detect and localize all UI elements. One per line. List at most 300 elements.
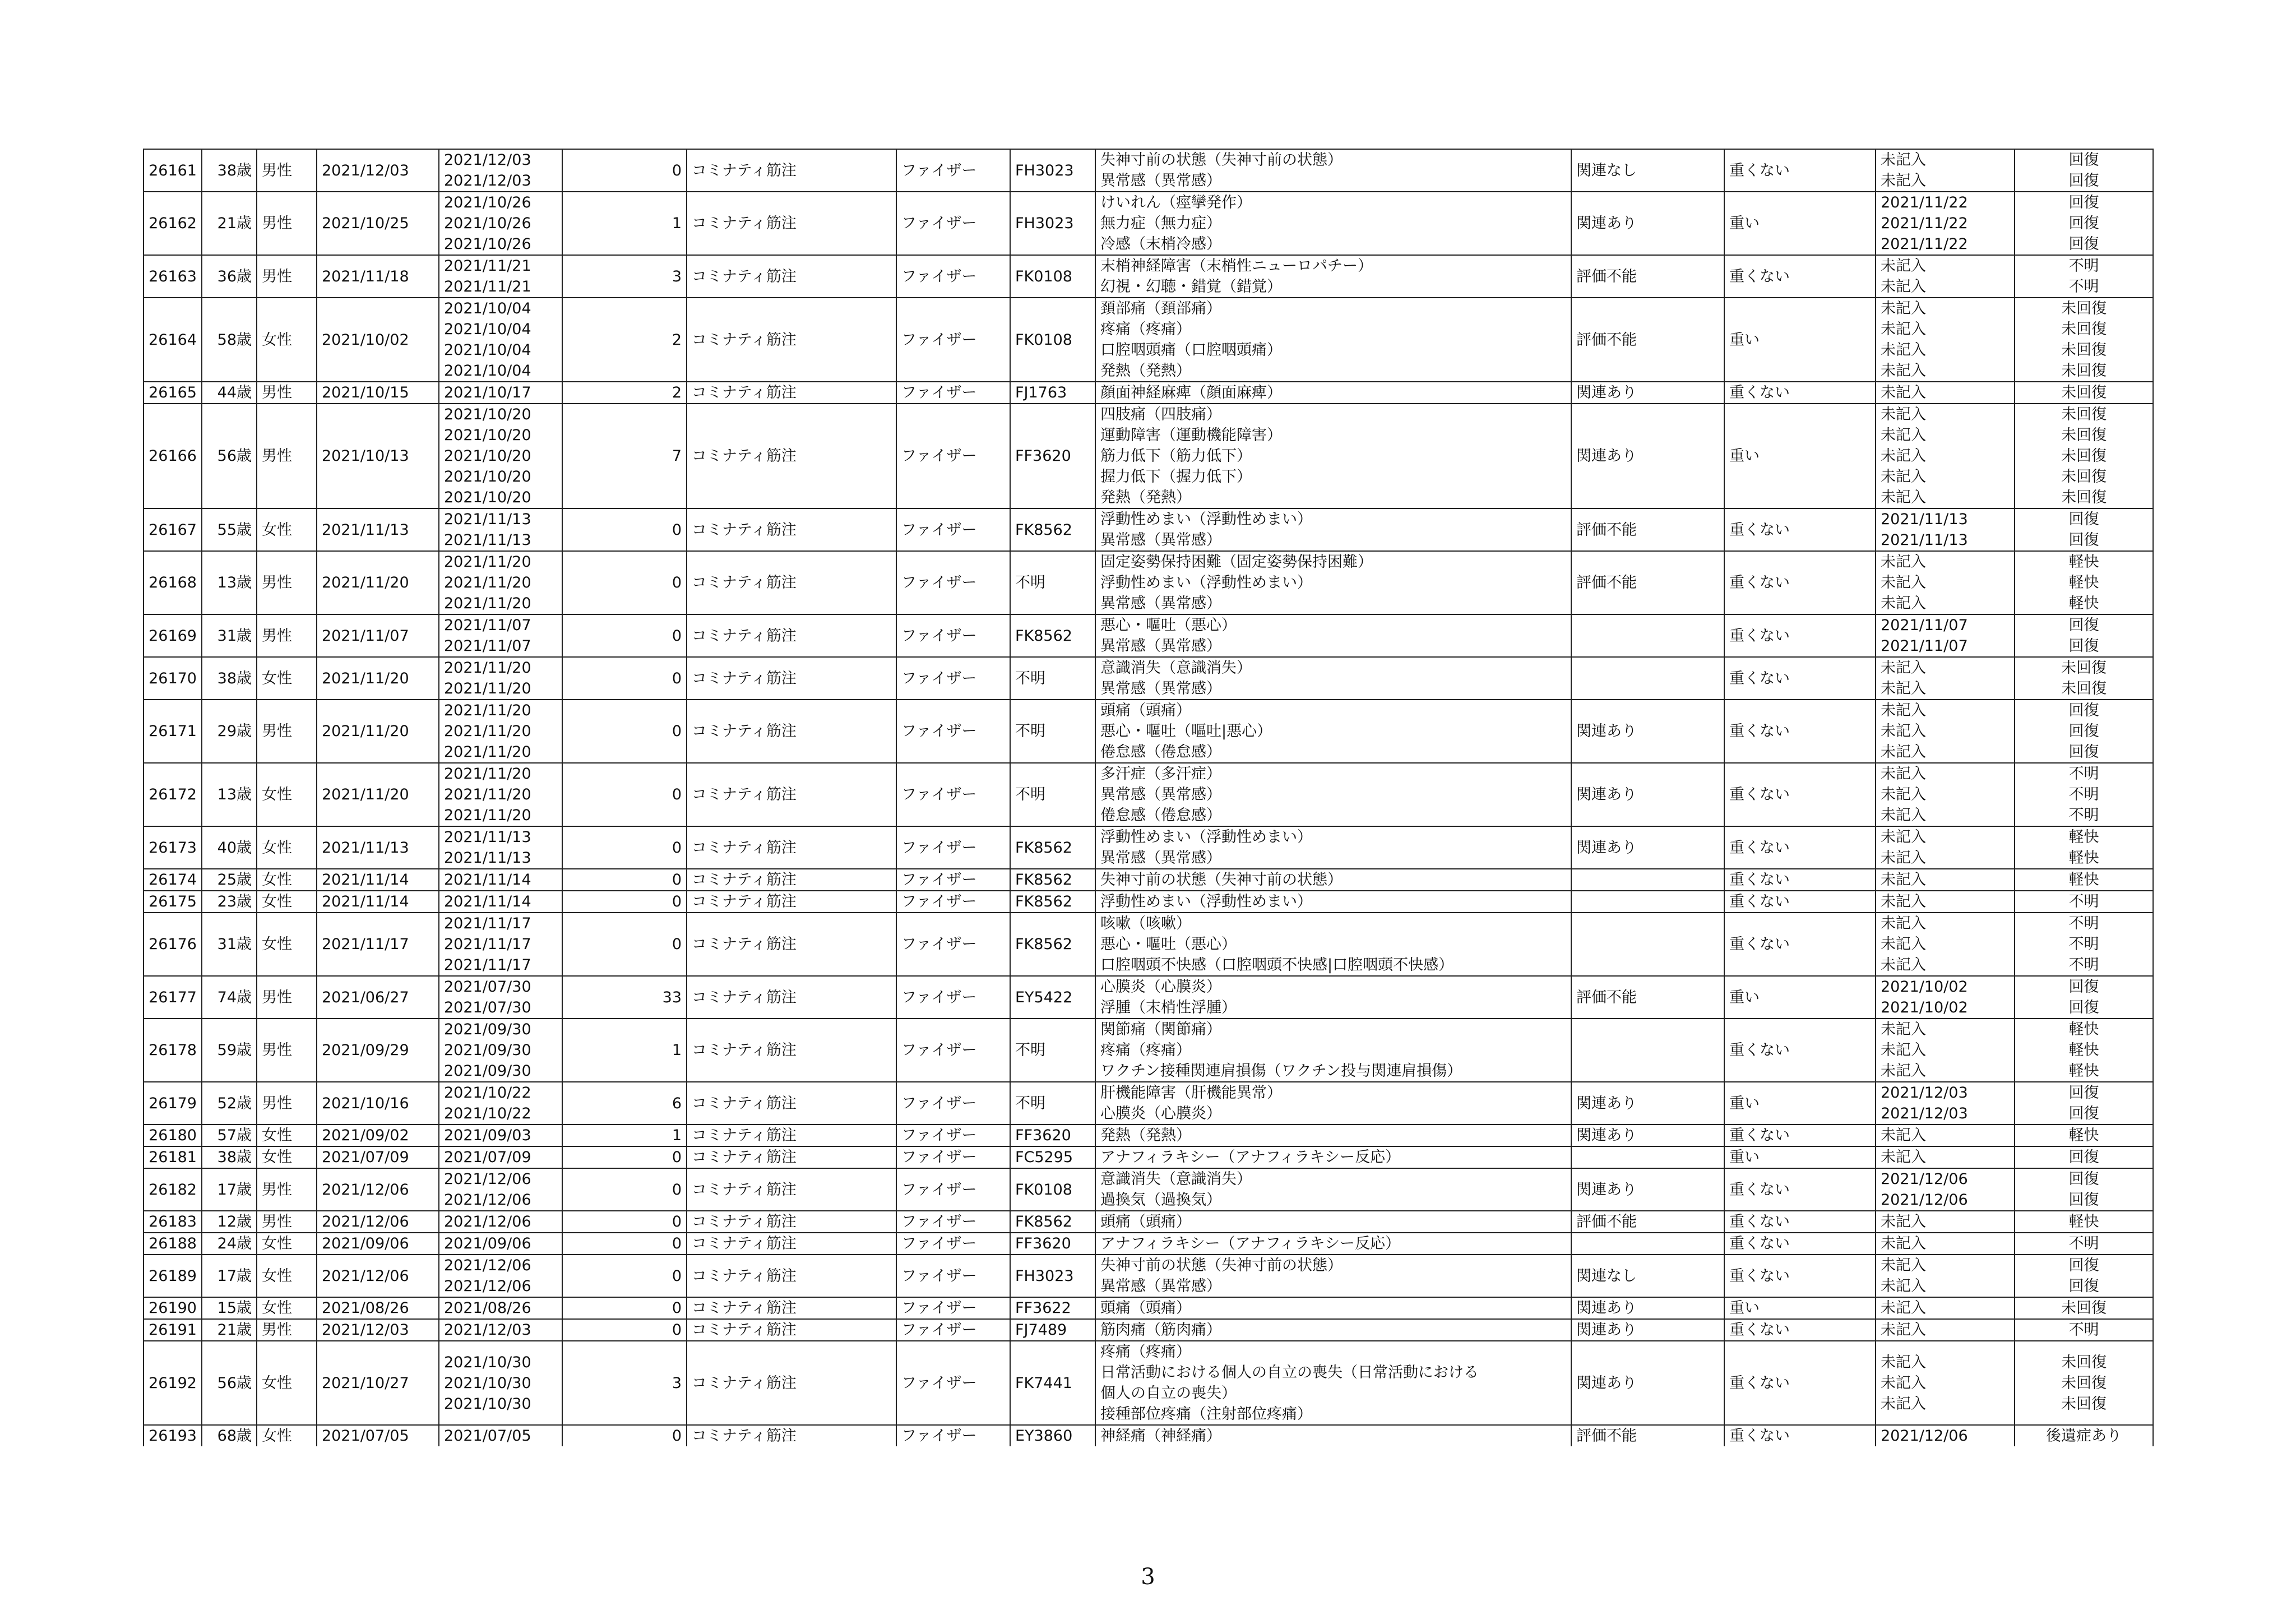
cell-outcome <box>2015 1233 2153 1255</box>
cell-manufacturer: ファイザー <box>896 913 1010 976</box>
cell-outcome-line: 回復 <box>2068 215 2099 232</box>
cell-outcome-date <box>1876 1146 2015 1168</box>
cell-manufacturer: ファイザー <box>896 298 1010 382</box>
cell-vaccination-date: 2021/11/20 <box>317 700 439 763</box>
cell-sex: 男性 <box>257 1211 317 1233</box>
cell-onset-date-line: 2021/11/20 <box>444 659 531 677</box>
cell-lot: FK0108 <box>1010 1168 1095 1211</box>
cell-outcome-line: 軽快 <box>2068 1021 2099 1038</box>
cell-onset-date-line: 2021/11/14 <box>444 893 531 910</box>
cell-symptom-line: 固定姿勢保持困難（固定姿勢保持困難） <box>1100 553 1373 571</box>
cell-sex: 女性 <box>257 298 317 382</box>
cell-symptom <box>1095 1146 1571 1168</box>
cell-severity: 重くない <box>1724 1168 1876 1211</box>
cell-vaccine: コミナティ筋注 <box>687 1233 896 1255</box>
cell-symptom-line: 意識消失（意識消失） <box>1100 659 1252 677</box>
cell-severity: 重くない <box>1724 149 1876 192</box>
cell-lot: FF3622 <box>1010 1297 1095 1319</box>
cell-outcome-line: 軽快 <box>2068 1062 2099 1080</box>
cell-id: 26192 <box>144 1341 202 1425</box>
cell-onset-date-line: 2021/11/20 <box>444 553 531 571</box>
cell-outcome-date-line: 2021/11/13 <box>1881 531 1968 549</box>
cell-onset-date-line: 2021/10/20 <box>444 406 531 423</box>
cell-onset-date-line: 2021/11/21 <box>444 278 531 295</box>
cell-manufacturer: ファイザー <box>896 1297 1010 1319</box>
cell-sex: 男性 <box>257 551 317 614</box>
cell-lot: FK8562 <box>1010 614 1095 657</box>
cell-outcome-line: 軽快 <box>2068 871 2099 889</box>
cell-outcome <box>2015 1425 2153 1446</box>
cell-outcome-line: 未回復 <box>2061 680 2107 697</box>
cell-age: 15歳 <box>202 1297 257 1319</box>
cell-vaccine: コミナティ筋注 <box>687 255 896 298</box>
cell-symptom-line: 多汗症（多汗症） <box>1100 765 1221 783</box>
table-row <box>144 1082 2153 1125</box>
cell-outcome-date-line: 未記入 <box>1881 915 1926 932</box>
cell-symptom <box>1095 1341 1571 1425</box>
cell-symptom-line: 心膜炎（心膜炎） <box>1100 1105 1221 1122</box>
cell-outcome-date-line: 未記入 <box>1881 702 1926 719</box>
cell-outcome-date-line: 未記入 <box>1881 595 1926 612</box>
cell-symptom-line: 心膜炎（心膜炎） <box>1100 978 1221 996</box>
cell-onset-date-line: 2021/11/20 <box>444 765 531 783</box>
cell-manufacturer: ファイザー <box>896 891 1010 913</box>
cell-onset-date <box>439 1255 562 1297</box>
cell-vaccination-date: 2021/11/13 <box>317 508 439 551</box>
cell-id: 26174 <box>144 869 202 891</box>
cell-symptom-line: ワクチン接種関連肩損傷（ワクチン投与関連肩損傷） <box>1100 1062 1462 1080</box>
cell-outcome <box>2015 869 2153 891</box>
cell-sex: 男性 <box>257 976 317 1019</box>
cell-onset-date-line: 2021/10/30 <box>444 1353 531 1371</box>
cell-age: 56歳 <box>202 1341 257 1425</box>
cell-outcome-line: 軽快 <box>2068 574 2099 591</box>
cell-severity: 重くない <box>1724 1425 1876 1446</box>
cell-manufacturer: ファイザー <box>896 255 1010 298</box>
cell-onset-date <box>439 1125 562 1146</box>
cell-outcome-date-line: 2021/10/02 <box>1881 999 1968 1016</box>
cell-outcome-date-line: 未記入 <box>1881 384 1926 401</box>
cell-vaccine: コミナティ筋注 <box>687 763 896 826</box>
cell-manufacturer: ファイザー <box>896 404 1010 508</box>
cell-severity: 重くない <box>1724 1255 1876 1297</box>
cell-severity: 重い <box>1724 1146 1876 1168</box>
cell-symptom <box>1095 1425 1571 1446</box>
cell-sex: 女性 <box>257 891 317 913</box>
cell-age: 38歳 <box>202 657 257 700</box>
cell-manufacturer: ファイザー <box>896 1233 1010 1255</box>
cell-outcome-date <box>1876 1233 2015 1255</box>
cell-outcome-date <box>1876 255 2015 298</box>
cell-symptom <box>1095 1082 1571 1125</box>
cell-symptom <box>1095 1019 1571 1082</box>
table-row <box>144 1019 2153 1082</box>
cell-symptom-line: 関節痛（関節痛） <box>1100 1021 1221 1038</box>
cell-outcome-date-line: 未記入 <box>1881 1353 1926 1371</box>
cell-sex: 男性 <box>257 382 317 404</box>
cell-vaccine: コミナティ筋注 <box>687 1425 896 1446</box>
cell-vaccine: コミナティ筋注 <box>687 1082 896 1125</box>
cell-outcome <box>2015 913 2153 976</box>
cell-severity: 重い <box>1724 976 1876 1019</box>
cell-symptom <box>1095 1319 1571 1341</box>
cell-outcome-date-line: 未記入 <box>1881 278 1926 295</box>
cell-outcome <box>2015 700 2153 763</box>
cell-vaccination-date: 2021/11/14 <box>317 891 439 913</box>
cell-outcome-line: 軽快 <box>2068 1213 2099 1230</box>
cell-causality: 評価不能 <box>1571 255 1724 298</box>
cell-lot: FK8562 <box>1010 913 1095 976</box>
cell-outcome-line: 軽快 <box>2068 595 2099 612</box>
cell-severity: 重い <box>1724 404 1876 508</box>
cell-outcome <box>2015 1125 2153 1146</box>
cell-symptom-line: 頭痛（頭痛） <box>1100 1299 1191 1317</box>
cell-onset-date-line: 2021/11/17 <box>444 956 531 974</box>
table-row <box>144 763 2153 826</box>
cell-lot: 不明 <box>1010 1082 1095 1125</box>
cell-outcome-line: 不明 <box>2068 278 2099 295</box>
cell-outcome-line: 回復 <box>2068 637 2099 655</box>
cell-vaccine: コミナティ筋注 <box>687 1341 896 1425</box>
cell-outcome-line: 不明 <box>2068 786 2099 803</box>
cell-sex: 女性 <box>257 763 317 826</box>
cell-onset-date-line: 2021/12/03 <box>444 151 531 169</box>
cell-vaccination-date: 2021/07/09 <box>317 1146 439 1168</box>
cell-onset-date <box>439 192 562 255</box>
cell-onset-date <box>439 1211 562 1233</box>
cell-outcome-date <box>1876 404 2015 508</box>
cell-symptom-line: アナフィラキシー（アナフィラキシー反応） <box>1100 1235 1401 1252</box>
cell-onset-date-line: 2021/09/06 <box>444 1235 531 1252</box>
cell-vaccine: コミナティ筋注 <box>687 551 896 614</box>
cell-age: 29歳 <box>202 700 257 763</box>
cell-causality <box>1571 1233 1724 1255</box>
cell-symptom-line: 疼痛（疼痛） <box>1100 321 1191 338</box>
cell-age: 25歳 <box>202 869 257 891</box>
table-row <box>144 700 2153 763</box>
cell-age: 21歳 <box>202 1319 257 1341</box>
cell-onset-date-line: 2021/11/07 <box>444 637 531 655</box>
cell-outcome <box>2015 551 2153 614</box>
cell-outcome-date-line: 未記入 <box>1881 257 1926 275</box>
cell-vaccine: コミナティ筋注 <box>687 700 896 763</box>
cell-id: 26170 <box>144 657 202 700</box>
cell-outcome <box>2015 508 2153 551</box>
cell-symptom-line: 異常感（異常感） <box>1100 786 1221 803</box>
cell-outcome-date <box>1876 913 2015 976</box>
cell-outcome-line: 軽快 <box>2068 829 2099 846</box>
cell-days: 0 <box>562 1233 687 1255</box>
cell-outcome-line: 回復 <box>2068 531 2099 549</box>
cell-manufacturer: ファイザー <box>896 382 1010 404</box>
cell-outcome-line: 未回復 <box>2061 321 2107 338</box>
table-row <box>144 976 2153 1019</box>
cell-onset-date-line: 2021/08/26 <box>444 1299 531 1317</box>
cell-vaccination-date: 2021/12/03 <box>317 149 439 192</box>
cell-outcome-line: 不明 <box>2068 807 2099 824</box>
cell-outcome-line: 軽快 <box>2068 849 2099 867</box>
cell-manufacturer: ファイザー <box>896 1019 1010 1082</box>
cell-sex: 女性 <box>257 1341 317 1425</box>
cell-symptom-line: 異常感（異常感） <box>1100 595 1221 612</box>
cell-symptom-line: 咳嗽（咳嗽） <box>1100 915 1191 932</box>
cell-vaccination-date: 2021/11/20 <box>317 551 439 614</box>
cell-age: 59歳 <box>202 1019 257 1082</box>
cell-symptom-line: 冷感（末梢冷感） <box>1100 235 1221 253</box>
cell-symptom-line: 発熱（発熱） <box>1100 1127 1191 1144</box>
cell-symptom-line: 失神寸前の状態（失神寸前の状態） <box>1100 1257 1343 1274</box>
cell-id: 26163 <box>144 255 202 298</box>
cell-outcome-line: 未回復 <box>2061 341 2107 359</box>
cell-age: 31歳 <box>202 913 257 976</box>
cell-symptom-line: 四肢痛（四肢痛） <box>1100 406 1221 423</box>
cell-vaccine: コミナティ筋注 <box>687 869 896 891</box>
cell-days: 0 <box>562 149 687 192</box>
cell-outcome <box>2015 1019 2153 1082</box>
cell-outcome-line: 回復 <box>2068 172 2099 189</box>
cell-sex: 男性 <box>257 404 317 508</box>
table-row <box>144 149 2153 192</box>
cell-outcome-date-line: 未記入 <box>1881 807 1926 824</box>
cell-onset-date-line: 2021/10/04 <box>444 300 531 317</box>
cell-outcome <box>2015 826 2153 869</box>
cell-outcome-date-line: 2021/11/07 <box>1881 617 1968 634</box>
cell-outcome <box>2015 1297 2153 1319</box>
cell-causality: 関連あり <box>1571 763 1724 826</box>
cell-lot: FK8562 <box>1010 869 1095 891</box>
cell-outcome-line: 回復 <box>2068 151 2099 169</box>
cell-severity: 重くない <box>1724 508 1876 551</box>
cell-lot: 不明 <box>1010 551 1095 614</box>
cell-manufacturer: ファイザー <box>896 1082 1010 1125</box>
cell-manufacturer: ファイザー <box>896 976 1010 1019</box>
cell-onset-date-line: 2021/11/07 <box>444 617 531 634</box>
cell-symptom-line: 浮動性めまい（浮動性めまい） <box>1100 511 1312 528</box>
cell-symptom <box>1095 913 1571 976</box>
cell-vaccination-date: 2021/09/29 <box>317 1019 439 1082</box>
page-number: 3 <box>1141 1564 1155 1590</box>
cell-outcome-date-line: 未記入 <box>1881 1042 1926 1059</box>
cell-onset-date-line: 2021/09/03 <box>444 1127 531 1144</box>
table-row <box>144 657 2153 700</box>
cell-symptom-line: 悪心・嘔吐（嘔吐|悪心） <box>1100 723 1272 740</box>
cell-id: 26178 <box>144 1019 202 1082</box>
cell-onset-date <box>439 149 562 192</box>
cell-outcome-line: 回復 <box>2068 999 2099 1016</box>
cell-id: 26164 <box>144 298 202 382</box>
cell-onset-date <box>439 1019 562 1082</box>
cell-manufacturer: ファイザー <box>896 826 1010 869</box>
cell-age: 57歳 <box>202 1125 257 1146</box>
cell-outcome-line: 後遺症あり <box>2046 1427 2122 1445</box>
cell-outcome-date-line: 未記入 <box>1881 406 1926 423</box>
cell-vaccine: コミナティ筋注 <box>687 976 896 1019</box>
cell-id: 26172 <box>144 763 202 826</box>
cell-sex: 女性 <box>257 1146 317 1168</box>
cell-outcome-line: 回復 <box>2068 194 2099 211</box>
cell-outcome-line: 回復 <box>2068 1278 2099 1295</box>
cell-onset-date-line: 2021/10/04 <box>444 362 531 380</box>
cell-symptom-line: 悪心・嘔吐（悪心） <box>1100 936 1237 953</box>
cell-severity: 重くない <box>1724 763 1876 826</box>
cell-outcome-date-line: 2021/11/22 <box>1881 215 1968 232</box>
cell-outcome-line: 軽快 <box>2068 1042 2099 1059</box>
cell-manufacturer: ファイザー <box>896 657 1010 700</box>
cell-onset-date-line: 2021/07/09 <box>444 1149 531 1166</box>
cell-lot: FK0108 <box>1010 298 1095 382</box>
cell-manufacturer: ファイザー <box>896 1146 1010 1168</box>
cell-symptom-line: アナフィラキシー（アナフィラキシー反応） <box>1100 1149 1401 1166</box>
cell-days: 7 <box>562 404 687 508</box>
cell-severity: 重くない <box>1724 913 1876 976</box>
cell-vaccination-date: 2021/10/15 <box>317 382 439 404</box>
table-row <box>144 298 2153 382</box>
cell-outcome-date-line: 未記入 <box>1881 936 1926 953</box>
cell-id: 26189 <box>144 1255 202 1297</box>
cell-onset-date-line: 2021/11/20 <box>444 723 531 740</box>
table-body <box>144 149 2153 1446</box>
cell-causality: 評価不能 <box>1571 551 1724 614</box>
cell-symptom <box>1095 149 1571 192</box>
cell-onset-date-line: 2021/10/22 <box>444 1084 531 1102</box>
table-row <box>144 551 2153 614</box>
cell-lot: FK8562 <box>1010 1211 1095 1233</box>
cell-onset-date-line: 2021/10/20 <box>444 468 531 485</box>
cell-age: 24歳 <box>202 1233 257 1255</box>
cell-outcome-date <box>1876 1319 2015 1341</box>
cell-lot: FH3023 <box>1010 1255 1095 1297</box>
cell-onset-date-line: 2021/10/04 <box>444 341 531 359</box>
cell-vaccination-date: 2021/11/20 <box>317 763 439 826</box>
table-row <box>144 1297 2153 1319</box>
cell-outcome-date-line: 2021/12/06 <box>1881 1427 1968 1445</box>
cell-outcome-date <box>1876 149 2015 192</box>
cell-outcome-date-line: 未記入 <box>1881 1213 1926 1230</box>
cell-sex: 女性 <box>257 869 317 891</box>
cell-severity: 重くない <box>1724 869 1876 891</box>
cell-id: 26165 <box>144 382 202 404</box>
cell-outcome-date <box>1876 551 2015 614</box>
cell-outcome-line: 未回復 <box>2061 659 2107 677</box>
cell-sex: 女性 <box>257 1297 317 1319</box>
cell-manufacturer: ファイザー <box>896 551 1010 614</box>
cell-symptom-line: 口腔咽頭不快感（口腔咽頭不快感|口腔咽頭不快感） <box>1100 956 1454 974</box>
table-row <box>144 614 2153 657</box>
cell-onset-date-line: 2021/10/26 <box>444 235 531 253</box>
cell-outcome-date <box>1876 1019 2015 1082</box>
cell-symptom <box>1095 1168 1571 1211</box>
cell-symptom-line: 日常活動における個人の自立の喪失（日常活動における <box>1100 1364 1479 1381</box>
cell-outcome-line: 回復 <box>2068 978 2099 996</box>
cell-age: 17歳 <box>202 1168 257 1211</box>
cell-outcome-date <box>1876 1425 2015 1446</box>
cell-outcome-date-line: 2021/11/22 <box>1881 194 1968 211</box>
cell-outcome-date <box>1876 192 2015 255</box>
cell-days: 0 <box>562 700 687 763</box>
cell-outcome-line: 回復 <box>2068 511 2099 528</box>
cell-symptom-line: 異常感（異常感） <box>1100 172 1221 189</box>
cell-symptom-line: 悪心・嘔吐（悪心） <box>1100 617 1237 634</box>
cell-vaccination-date: 2021/12/06 <box>317 1255 439 1297</box>
cell-vaccination-date: 2021/12/03 <box>317 1319 439 1341</box>
cell-vaccine: コミナティ筋注 <box>687 298 896 382</box>
cell-age: 38歳 <box>202 1146 257 1168</box>
cell-severity: 重くない <box>1724 826 1876 869</box>
cell-causality: 関連あり <box>1571 1168 1724 1211</box>
cell-severity: 重くない <box>1724 700 1876 763</box>
cell-outcome-date-line: 未記入 <box>1881 956 1926 974</box>
cell-causality <box>1571 1146 1724 1168</box>
cell-symptom-line: 異常感（異常感） <box>1100 680 1221 697</box>
cell-onset-date <box>439 869 562 891</box>
cell-severity: 重くない <box>1724 1233 1876 1255</box>
cell-lot: FJ1763 <box>1010 382 1095 404</box>
cell-symptom-line: 顔面神経麻痺（顔面麻痺） <box>1100 384 1282 401</box>
cell-lot: EY3860 <box>1010 1425 1095 1446</box>
cell-age: 12歳 <box>202 1211 257 1233</box>
cell-causality <box>1571 891 1724 913</box>
cell-id: 26169 <box>144 614 202 657</box>
cell-manufacturer: ファイザー <box>896 1255 1010 1297</box>
cell-sex: 女性 <box>257 1255 317 1297</box>
cell-outcome-date-line: 未記入 <box>1881 743 1926 761</box>
cell-causality <box>1571 913 1724 976</box>
cell-symptom-line: 頭痛（頭痛） <box>1100 702 1191 719</box>
cell-causality: 関連なし <box>1571 1255 1724 1297</box>
cell-onset-date-line: 2021/11/13 <box>444 829 531 846</box>
cell-symptom <box>1095 192 1571 255</box>
cell-onset-date-line: 2021/11/20 <box>444 595 531 612</box>
cell-days: 0 <box>562 1297 687 1319</box>
cell-outcome <box>2015 1146 2153 1168</box>
cell-outcome-line: 未回復 <box>2061 1374 2107 1392</box>
cell-outcome-line: 回復 <box>2068 235 2099 253</box>
cell-id: 26180 <box>144 1125 202 1146</box>
cell-outcome-date-line: 未記入 <box>1881 1149 1926 1166</box>
cell-symptom <box>1095 298 1571 382</box>
cell-symptom <box>1095 614 1571 657</box>
cell-outcome-date <box>1876 508 2015 551</box>
cell-symptom-line: 筋力低下（筋力低下） <box>1100 447 1252 465</box>
cell-symptom <box>1095 508 1571 551</box>
cell-outcome-line: 不明 <box>2068 915 2099 932</box>
cell-causality <box>1571 614 1724 657</box>
cell-vaccine: コミナティ筋注 <box>687 614 896 657</box>
cell-symptom-line: 浮動性めまい（浮動性めまい） <box>1100 893 1312 910</box>
cell-outcome-date-line: 2021/11/13 <box>1881 511 1968 528</box>
cell-vaccine: コミナティ筋注 <box>687 1125 896 1146</box>
cell-manufacturer: ファイザー <box>896 700 1010 763</box>
cell-symptom-line: 頚部痛（頚部痛） <box>1100 300 1221 317</box>
cell-id: 26193 <box>144 1425 202 1446</box>
cell-severity: 重くない <box>1724 1341 1876 1425</box>
cell-symptom-line: 筋肉痛（筋肉痛） <box>1100 1321 1221 1339</box>
table-row <box>144 1125 2153 1146</box>
cell-symptom <box>1095 976 1571 1019</box>
cell-vaccine: コミナティ筋注 <box>687 1019 896 1082</box>
cell-onset-date-line: 2021/11/20 <box>444 786 531 803</box>
cell-sex: 男性 <box>257 1082 317 1125</box>
cell-outcome-date-line: 2021/12/03 <box>1881 1105 1968 1122</box>
cell-days: 1 <box>562 1125 687 1146</box>
cell-lot: FH3023 <box>1010 149 1095 192</box>
cell-vaccine: コミナティ筋注 <box>687 192 896 255</box>
cell-age: 13歳 <box>202 551 257 614</box>
cell-outcome-line: 未回復 <box>2061 300 2107 317</box>
cell-vaccine: コミナティ筋注 <box>687 149 896 192</box>
cell-outcome-line: 未回復 <box>2061 384 2107 401</box>
table-row <box>144 826 2153 869</box>
